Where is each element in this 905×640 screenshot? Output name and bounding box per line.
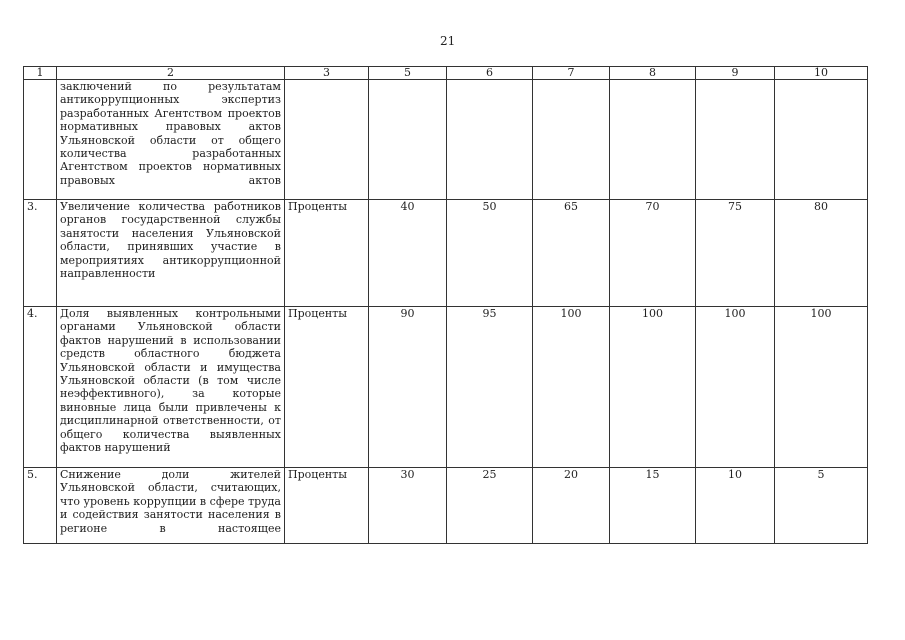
row-value: 30 bbox=[369, 468, 447, 544]
page-number: 21 bbox=[440, 34, 456, 48]
row-value bbox=[369, 80, 447, 200]
row-value bbox=[775, 80, 868, 200]
row-value: 15 bbox=[610, 468, 696, 544]
row-value: 20 bbox=[533, 468, 610, 544]
row-unit bbox=[285, 80, 369, 200]
row-description: Увеличение количества работников органов государственной службы занятости населения Ульяновской области, принявших участие в мероприятиях антикоррупционной направленности bbox=[57, 200, 285, 307]
table-row bbox=[24, 200, 868, 307]
row-value bbox=[533, 80, 610, 200]
row-value: 65 bbox=[533, 200, 610, 307]
row-value: 100 bbox=[696, 307, 775, 468]
row-value: 75 bbox=[696, 200, 775, 307]
row-description: Доля выявленных контрольными органами Ульяновской области фактов нарушений в использовании средств областного бюджета Ульяновской области и имущества Ульяновской области (в том числе неэффективного), за которые виновные лица были привлечены к дисциплинарной ответственности, от общего количества выявленных фактов нарушений bbox=[57, 307, 285, 468]
header-cell: 8 bbox=[610, 67, 696, 80]
header-cell: 3 bbox=[285, 67, 369, 80]
row-unit: Проценты bbox=[285, 468, 369, 544]
table-row bbox=[24, 307, 868, 468]
row-unit: Проценты bbox=[285, 307, 369, 468]
row-index bbox=[24, 80, 57, 200]
row-value: 5 bbox=[775, 468, 868, 544]
row-value: 70 bbox=[610, 200, 696, 307]
header-cell: 9 bbox=[696, 67, 775, 80]
row-value: 25 bbox=[447, 468, 533, 544]
header-cell: 7 bbox=[533, 67, 610, 80]
table-row bbox=[24, 80, 868, 200]
row-value: 10 bbox=[696, 468, 775, 544]
row-description: Снижение доли жителей Ульяновской области, считающих, что уровень коррупции в сфере труда и содействия занятости населения в регионе в настоящее bbox=[57, 468, 285, 544]
header-cell: 10 bbox=[775, 67, 868, 80]
table-header-row bbox=[24, 67, 868, 80]
row-index: 3. bbox=[24, 200, 57, 307]
row-index: 4. bbox=[24, 307, 57, 468]
row-value: 95 bbox=[447, 307, 533, 468]
row-index: 5. bbox=[24, 468, 57, 544]
header-cell: 1 bbox=[24, 67, 57, 80]
row-value: 40 bbox=[369, 200, 447, 307]
row-value: 90 bbox=[369, 307, 447, 468]
row-value bbox=[610, 80, 696, 200]
header-cell: 5 bbox=[369, 67, 447, 80]
row-description: заключений по результатам антикоррупционных экспертиз разработанных Агентством проектов нормативных правовых актов Ульяновской области от общего количества разработанных Агентством проектов нормативных правовых актов bbox=[57, 80, 285, 200]
indicators-table bbox=[23, 66, 868, 544]
row-value bbox=[447, 80, 533, 200]
row-value: 50 bbox=[447, 200, 533, 307]
row-value bbox=[696, 80, 775, 200]
row-value: 80 bbox=[775, 200, 868, 307]
row-value: 100 bbox=[533, 307, 610, 468]
header-cell: 2 bbox=[57, 67, 285, 80]
row-value: 100 bbox=[610, 307, 696, 468]
table-row bbox=[24, 468, 868, 544]
row-value: 100 bbox=[775, 307, 868, 468]
header-cell: 6 bbox=[447, 67, 533, 80]
row-unit: Проценты bbox=[285, 200, 369, 307]
